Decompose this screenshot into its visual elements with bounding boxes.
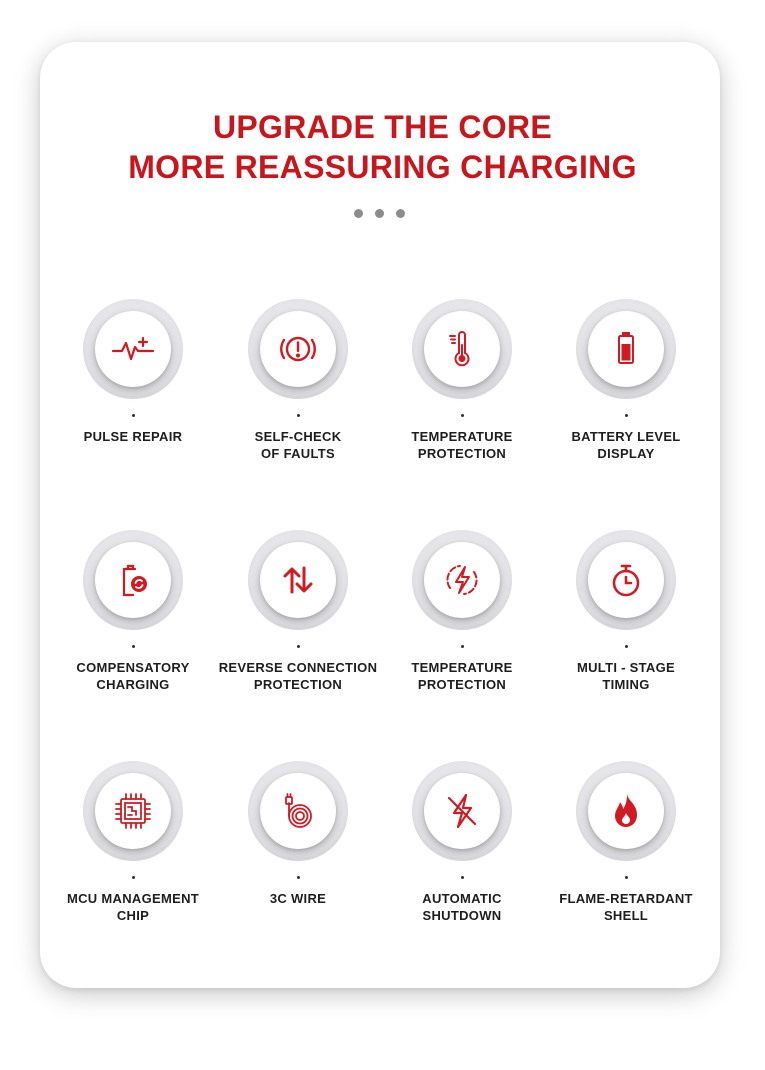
lightning-off-icon: [440, 789, 484, 833]
feature-label: COMPENSATORY CHARGING: [76, 660, 190, 692]
pulse-icon: [111, 327, 155, 371]
battery-refresh-icon: [111, 558, 155, 602]
feature-label: TEMPERATURE PROTECTION: [411, 660, 513, 692]
wire-coil-icon: [276, 789, 320, 833]
title-line-2: MORE REASSURING CHARGING: [128, 149, 637, 185]
stopwatch-icon: [604, 558, 648, 602]
feature-label: FLAME-RETARDANT SHELL: [559, 891, 693, 923]
battery-icon: [604, 327, 648, 371]
feature-label: REVERSE CONNECTION PROTECTION: [218, 660, 378, 692]
feature-label: MCU MANAGEMENT CHIP: [66, 891, 200, 923]
title-line-1: UPGRADE THE CORE: [212, 109, 553, 145]
feature-label: TEMPERATURE PROTECTION: [411, 429, 513, 461]
fault-warning-icon: [276, 327, 320, 371]
feature-label: BATTERY LEVEL DISPLAY: [571, 429, 681, 461]
feature-label: SELF-CHECK OF FAULTS: [254, 429, 342, 461]
lightning-circle-icon: [440, 558, 484, 602]
feature-label: 3C WIRE: [269, 891, 327, 906]
feature-label: PULSE REPAIR: [83, 429, 183, 444]
feature-label: AUTOMATIC SHUTDOWN: [422, 891, 502, 923]
flame-icon: [604, 789, 648, 833]
thermometer-icon: [440, 327, 484, 371]
pagination-dots: [354, 209, 405, 218]
reverse-arrows-icon: [276, 558, 320, 602]
feature-label: MULTI - STAGE TIMING: [576, 660, 676, 692]
chip-icon: [111, 789, 155, 833]
